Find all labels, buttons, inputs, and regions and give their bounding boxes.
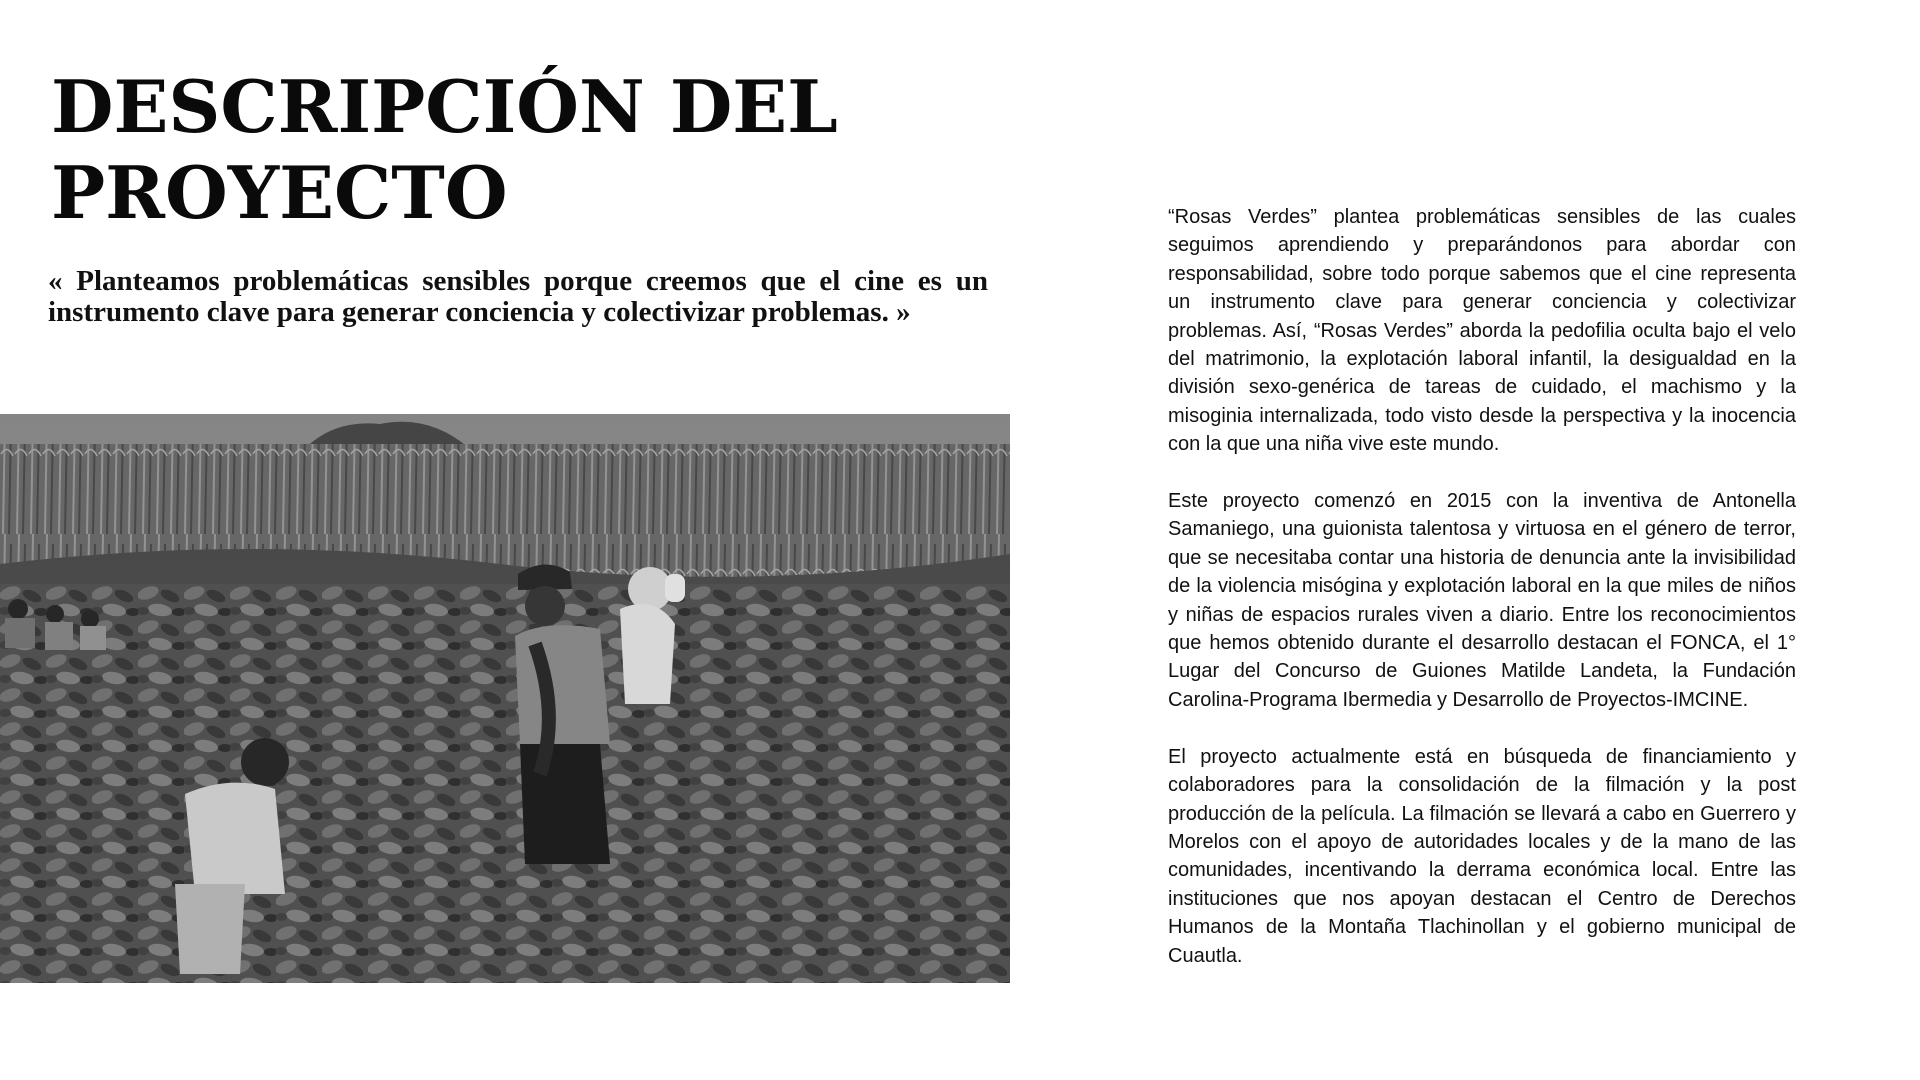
paragraph-3: El proyecto actualmente está en búsqueda de financiamiento y colaboradores para la consolidación de la filmación y la post producción de la película. La filmación se llevará a cabo en Guerrero y Morelos con el apoyo de autoridades locales y de la mano de las comunidades, incentivando la derrama económica local. Entre las instituciones que nos apoyan destacan el Centro de Derechos Humanos de la Montaña Tlachinollan y el gobierno municipal de Cuautla.: [1168, 745, 1796, 967]
page-title-line-2: PROYECTO: [51, 150, 508, 235]
photo-illustration: [0, 414, 1010, 983]
field-workers-photo: [0, 414, 1010, 983]
paragraph-2: Este proyecto comenzó en 2015 con la inventiva de Antonella Samaniego, una guionista talentosa y virtuosa en el género de terror, que se necesitaba contar una historia de denuncia ante la invisibilidad de la violencia misógina y explotación laboral en la que miles de niños y niñas de espacios rurales viven a diario. Entre los reconocimientos que hemos obtenido durante el desarrollo destacan el FONCA, el 1° Lugar del Concurso de Guiones Matilde Landeta, la Fundación Carolina-Programa Ibermedia y Desarrollo de Proyectos-IMCINE.: [1168, 490, 1796, 711]
paragraph-1: “Rosas Verdes” plantea problemáticas sensibles de las cuales seguimos aprendiendo y preparándonos para abordar con responsabilidad, sobre todo porque sabemos que el cine representa un instrumento clave para generar conciencia y colectivizar problemas. Así, “Rosas Verdes” aborda la pedofilia oculta bajo el velo del matrimonio, la explotación laboral infantil, la desigualdad en la división sexo-genérica de tareas de cuidado, el machismo y la misoginia internalizada, todo visto desde la perspectiva y la inocencia con la que una niña vive este mundo.: [1168, 206, 1796, 456]
page-title: [51, 64, 951, 236]
project-description: [1168, 203, 1796, 998]
pull-quote: « Planteamos problemáticas sensibles porque creemos que el cine es un instrumento clave para generar conciencia y colectivizar problemas. »: [48, 265, 988, 328]
page-title-line-1: DESCRIPCIÓN DEL: [51, 64, 838, 149]
